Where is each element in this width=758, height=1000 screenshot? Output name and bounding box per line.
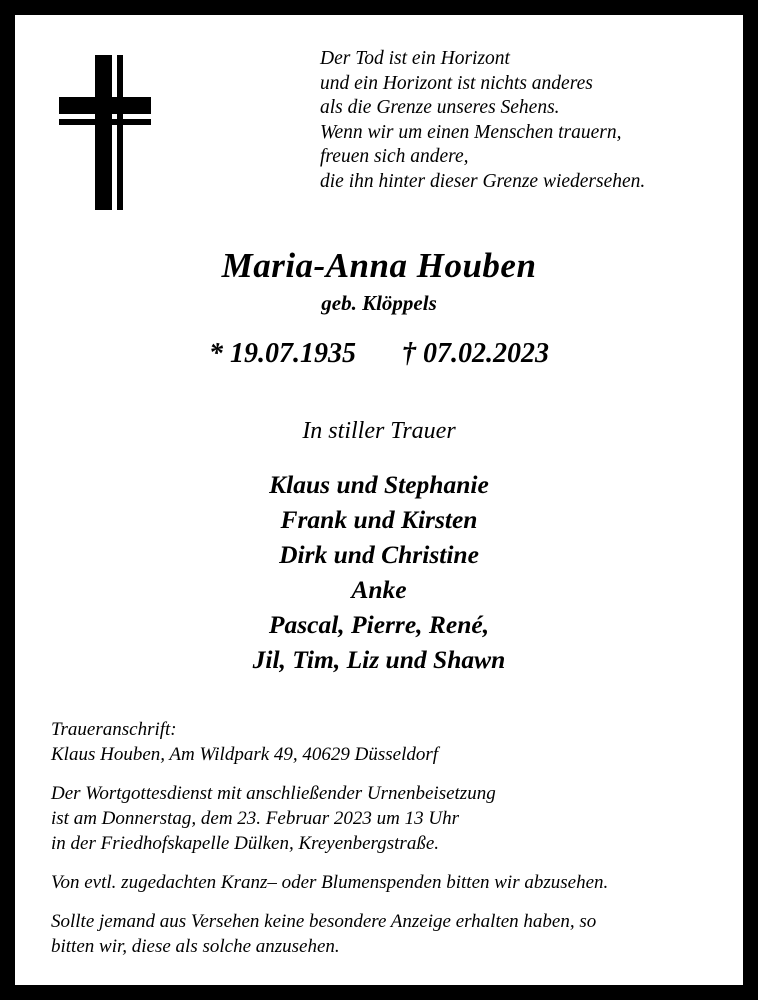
cross-horizontal-bar — [59, 97, 151, 114]
address-label: Traueranschrift: — [51, 719, 177, 740]
notice-footer — [45, 717, 713, 959]
address-line: Klaus Houben, Am Wildpark 49, 40629 Düsseldorf — [51, 744, 439, 765]
flowers-note — [51, 870, 713, 895]
cross-horizontal-shadow — [59, 119, 151, 125]
apology-note — [51, 909, 713, 959]
christian-cross-icon — [59, 55, 151, 210]
service-line: in der Friedhofskapelle Dülken, Kreyenbergstraße. — [51, 833, 439, 854]
death-date: † 07.02.2023 — [402, 338, 549, 369]
apology-note-line: Sollte jemand aus Versehen keine besondere Anzeige erhalten haben, so — [51, 911, 597, 932]
deceased-block — [45, 246, 713, 370]
service-line: Der Wortgottesdienst mit anschließender Urnenbeisetzung — [51, 783, 496, 804]
verse-line: als die Grenze unseres Sehens. — [320, 97, 560, 118]
list-item: Anke — [351, 575, 407, 604]
list-item: Jil, Tim, Liz und Shawn — [252, 645, 506, 674]
list-item: Klaus und Stephanie — [269, 470, 489, 499]
list-item: Dirk und Christine — [279, 540, 479, 569]
deceased-name: Maria-Anna Houben — [221, 246, 537, 285]
list-item: Frank und Kirsten — [280, 505, 478, 534]
flowers-note-line: Von evtl. zugedachten Kranz– oder Blumenspenden bitten wir abzusehen. — [51, 872, 609, 893]
list-item: Pascal, Pierre, René, — [268, 610, 490, 639]
maiden-name: geb. Klöppels — [321, 291, 437, 315]
family-list — [45, 467, 713, 677]
verse-line: freuen sich andere, — [320, 146, 469, 167]
service-line: ist am Donnerstag, dem 23. Februar 2023 um 13 Uhr — [51, 808, 459, 829]
birth-date: * 19.07.1935 — [209, 338, 356, 369]
cross-vertical-shadow — [117, 55, 123, 210]
life-dates — [45, 338, 713, 370]
verse-line: und ein Horizont ist nichts anderes — [320, 72, 593, 94]
mourning-intro: In stiller Trauer — [302, 418, 456, 444]
notice-frame — [12, 12, 746, 988]
memorial-verse — [320, 47, 713, 194]
verse-line: Der Tod ist ein Horizont — [320, 48, 510, 69]
service-details — [51, 781, 713, 856]
cross-vertical-bar — [95, 55, 112, 210]
mourning-address — [51, 717, 713, 767]
verse-line: die ihn hinter dieser Grenze wiedersehen. — [320, 170, 646, 192]
verse-line: Wenn wir um einen Menschen trauern, — [320, 121, 622, 143]
apology-note-line: bitten wir, diese als solche anzusehen. — [51, 936, 340, 957]
